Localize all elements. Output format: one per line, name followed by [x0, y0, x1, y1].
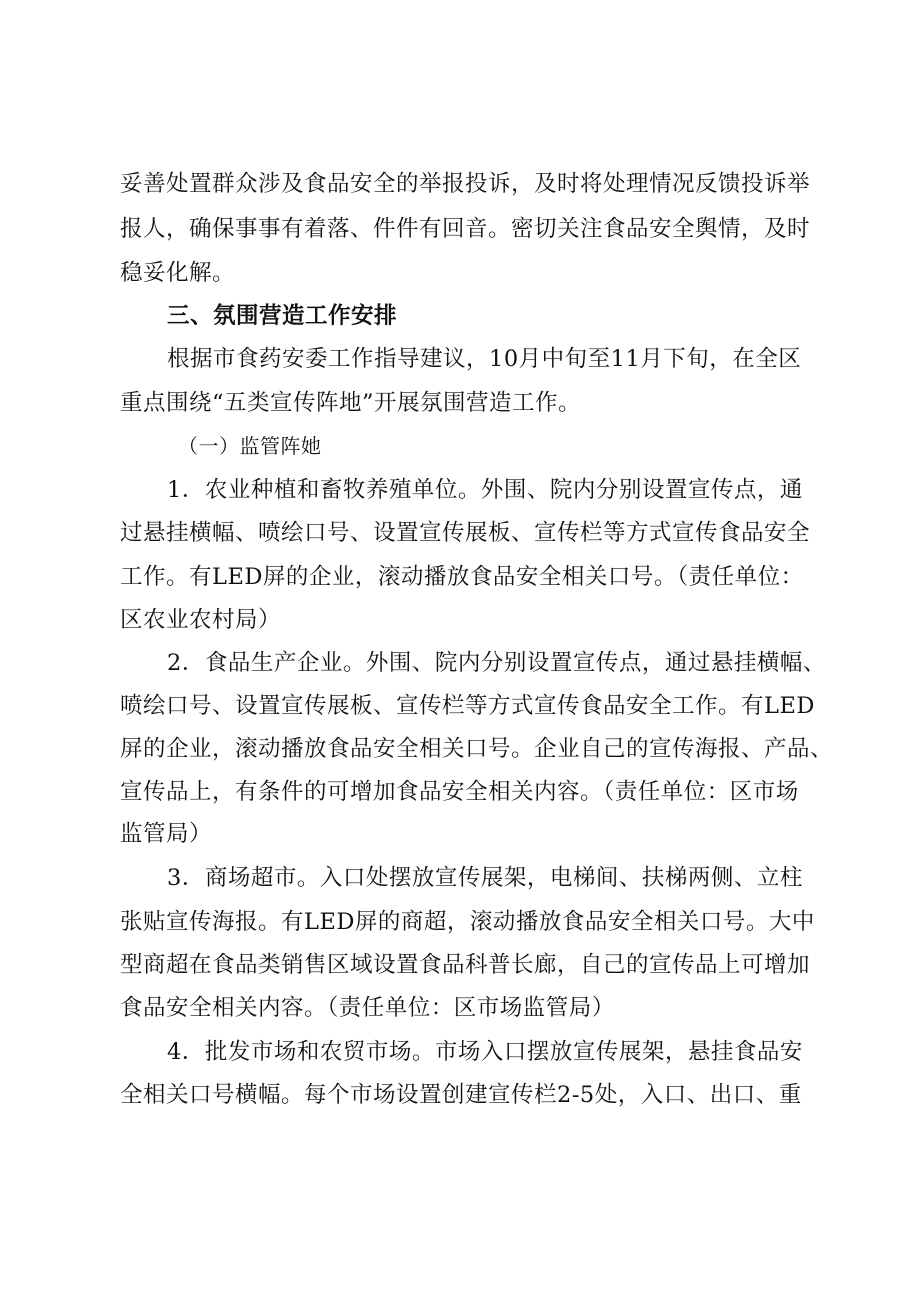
paragraph-line: 过悬挂横幅、喷绘口号、设置宣传展板、宣传栏等方式宣传食品安全 [120, 520, 811, 546]
paragraph-line: 食品安全相关内容。（责任单位：区市场监管局） [120, 995, 615, 1021]
paragraph-line: 屏的企业，滚动播放食品安全相关口号。企业自己的宣传海报、产品、 [120, 736, 834, 762]
paragraph-line: 3．商场超市。入口处摆放宣传展架，电梯间、扶梯两侧、立柱 [167, 865, 803, 891]
paragraph-line: 1．农业种植和畜牧养殖单位。外围、院内分别设置宣传点，通 [167, 477, 803, 503]
paragraph-line: 区农业农村局） [120, 607, 282, 633]
paragraph-line: 型商超在食品类销售区域设置食品科普长廊，自己的宣传品上可增加 [120, 952, 811, 978]
paragraph-line: 报人，确保事事有着落、件件有回音。密切关注食品安全舆情，及时 [120, 216, 811, 242]
paragraph-line: 稳妥化解。 [120, 260, 236, 286]
subsection-heading: （一）监管阵她 [178, 434, 322, 458]
paragraph-line: 根据市食药安委工作指导建议，10月中旬至11月下旬，在全区 [167, 346, 802, 372]
paragraph-line: 4．批发市场和农贸市场。市场入口摆放宣传展架，悬挂食品安 [167, 1039, 803, 1065]
paragraph-line: 重点围绕“五类宣传阵地”开展氛围营造工作。 [120, 390, 582, 416]
paragraph-line: 全相关口号横幅。每个市场设置创建宣传栏2-5处，入口、出口、重 [120, 1082, 802, 1108]
paragraph-line: 工作。有LED屏的企业，滚动播放食品安全相关口号。（责任单位： [120, 564, 804, 590]
paragraph-line: 喷绘口号、设置宣传展板、宣传栏等方式宣传食品安全工作。有LED [120, 693, 815, 719]
paragraph-line: 2．食品生产企业。外围、院内分别设置宣传点，通过悬挂横幅、 [167, 650, 826, 676]
paragraph-line: 妥善处置群众涉及食品安全的举报投诉，及时将处理情况反馈投诉举 [120, 171, 811, 197]
paragraph-line: 宣传品上，有条件的可增加食品安全相关内容。（责任单位：区市场 [120, 779, 799, 805]
paragraph-line: 张贴宣传海报。有LED屏的商超，滚动播放食品安全相关口号。大中 [120, 909, 815, 935]
section-heading: 三、氛围营造工作安排 [167, 303, 398, 329]
paragraph-line: 监管局） [120, 821, 213, 847]
